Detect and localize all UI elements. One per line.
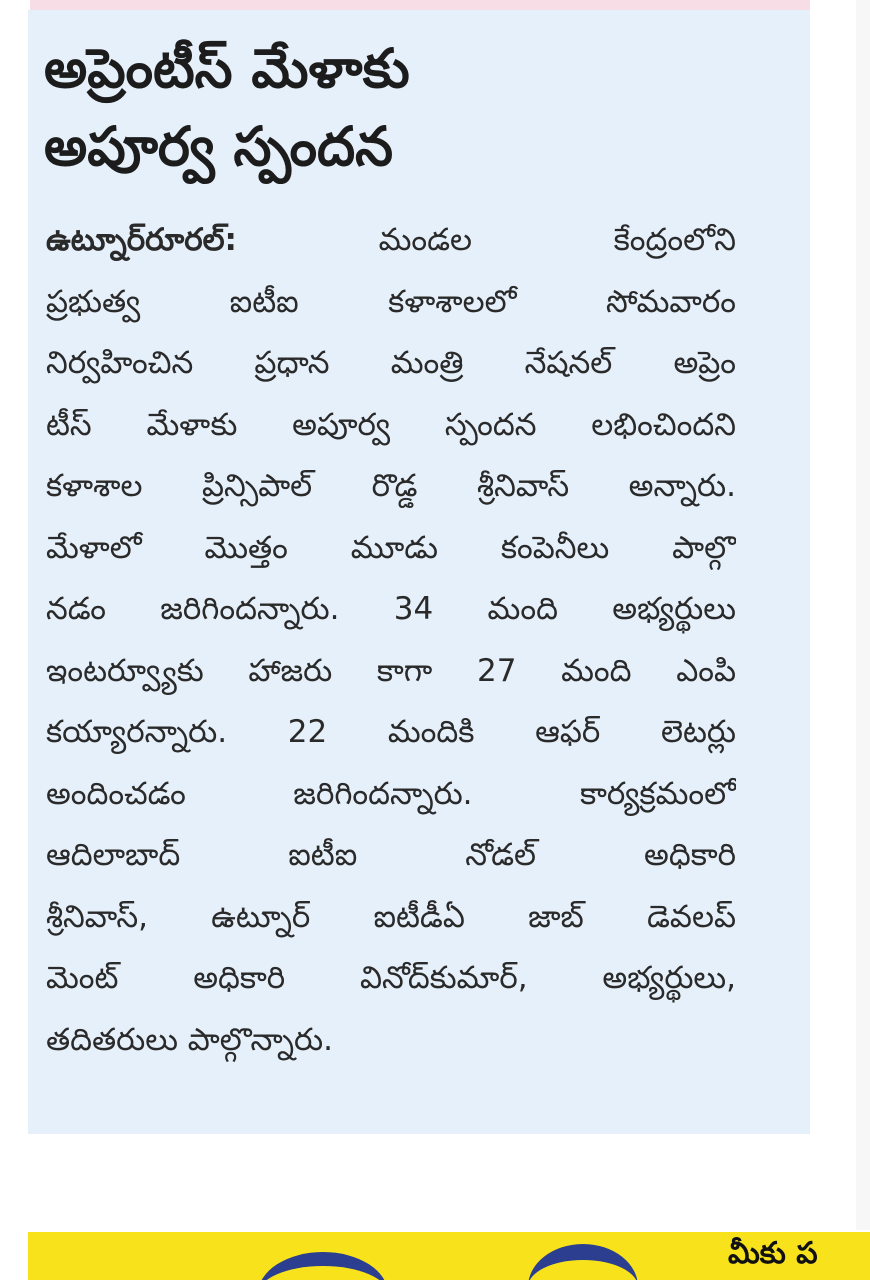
body-line: ప్రభుత్వ ఐటీఐ కళాశాలలో సోమవారం <box>46 283 736 320</box>
headline-line-2: అపూర్వ స్పందన <box>44 115 394 178</box>
body-line-text: మండల కేంద్రంలోని <box>236 222 736 258</box>
body-line: ఇంటర్వ్యూకు హాజరు కాగా 27 మంది ఎంపి <box>46 652 736 689</box>
body-line: అందించడం జరిగిందన్నారు. కార్యక్రమంలో <box>46 775 736 812</box>
previous-article-edge <box>30 0 810 10</box>
body-line: మెంట్‌ అధికారి వినోద్‌కుమార్‌, అభ్యర్థులు, <box>46 960 736 996</box>
body-line: మేళాలో మొత్తం మూడు కంపెనీలు పాల్గొ <box>46 529 736 566</box>
body-line: తదితరులు పాల్గొన్నారు. <box>46 1021 333 1058</box>
article-dateline: ఉట్నూర్‌రూరల్‌: <box>46 222 237 258</box>
banner-graphic <box>258 1252 388 1280</box>
article-body <box>46 210 736 1071</box>
page-edge <box>856 0 870 1230</box>
body-line: నడం జరిగిందన్నారు. 34 మంది అభ్యర్థులు <box>46 591 736 627</box>
banner-text: మీకు ప <box>728 1236 818 1271</box>
article-headline <box>44 30 764 186</box>
body-line: టీస్‌ మేళాకు అపూర్వ స్పందన లభించిందని <box>46 406 736 443</box>
body-line: కళాశాల ప్రిన్సిపాల్‌ రొడ్డ శ్రీనివాస్‌ అన్నారు. <box>46 468 736 504</box>
body-line: శ్రీనివాస్‌, ఉట్నూర్‌ ఐటీడీఏ జాబ్‌ డెవలప్‌ <box>46 898 736 935</box>
body-line <box>46 210 736 272</box>
body-line: ఆదిలాబాద్‌ ఐటీఐ నోడల్‌ అధికారి <box>46 837 736 873</box>
headline-line-1: అప్రెంటీస్ మేళాకు <box>44 37 410 100</box>
advertisement-banner <box>28 1232 870 1280</box>
body-line: నిర్వహించిన ప్రధాన మంత్రి నేషనల్‌ అప్రెం <box>46 345 736 381</box>
banner-graphic <box>528 1244 638 1280</box>
body-line: కయ్యారన్నారు. 22 మందికి ఆఫర్‌ లెటర్లు <box>46 714 736 750</box>
